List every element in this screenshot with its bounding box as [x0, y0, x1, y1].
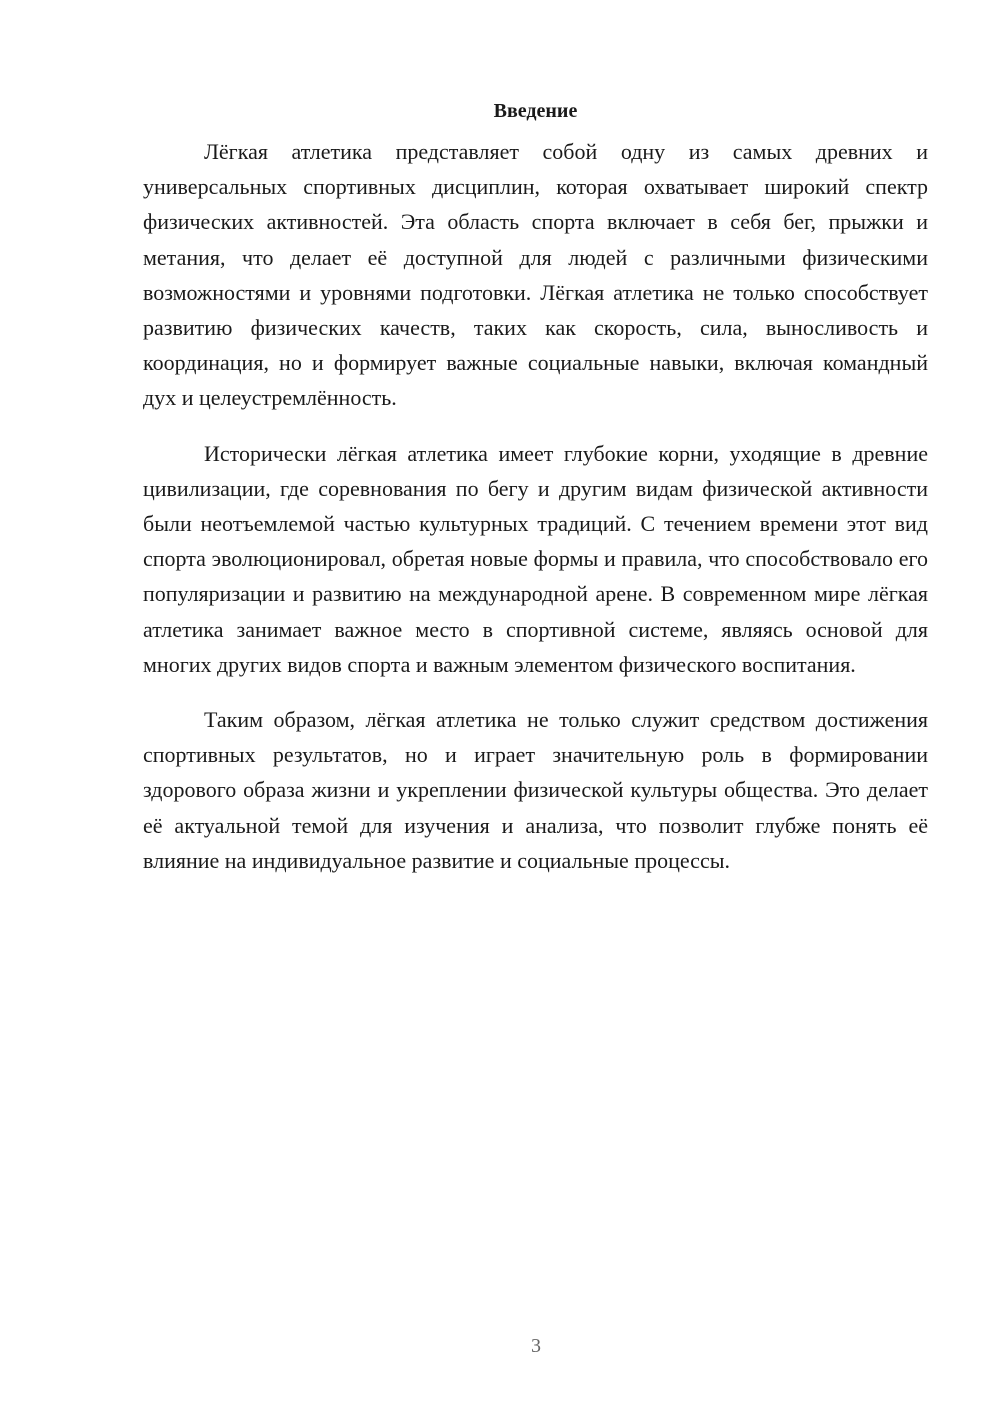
- page-number: 3: [531, 1335, 541, 1357]
- page-title: Введение: [493, 100, 578, 122]
- page-content: [143, 96, 928, 898]
- paragraph-1: Лёгкая атлетика представляет собой одну из самых древних и универсальных спортивных дисциплин, которая охватывает широкий спектр физических активностей. Эта область спорта включает в себя бег, прыжки и метания, что делает её доступной для людей с различными физическими возможностями и уровнями подготовки. Лёгкая атлетика не только способствует развитию физических качеств, таких как скорость, сила, выносливость и координация, но и формирует важные социальные навыки, включая командный дух и целеустремлённость.: [143, 139, 928, 411]
- paragraph-3: Таким образом, лёгкая атлетика не только служит средством достижения спортивных результатов, но и играет значительную роль в формировании здорового образа жизни и укреплении физической культуры общества. Это делает её актуальной темой для изучения и анализа, что позволит глубже понять её влияние на индивидуальное развитие и социальные процессы.: [143, 707, 928, 873]
- paragraph-2: Исторически лёгкая атлетика имеет глубокие корни, уходящие в древние цивилизации, где соревнования по бегу и другим видам физической активности были неотъемлемой частью культурных традиций. С течением времени этот вид спорта эволюционировал, обретая новые формы и правила, что способствовало его популяризации и развитию на международной арене. В современном мире лёгкая атлетика занимает важное место в спортивной системе, являясь основой для многих других видов спорта и важным элементом физического воспитания.: [143, 440, 928, 677]
